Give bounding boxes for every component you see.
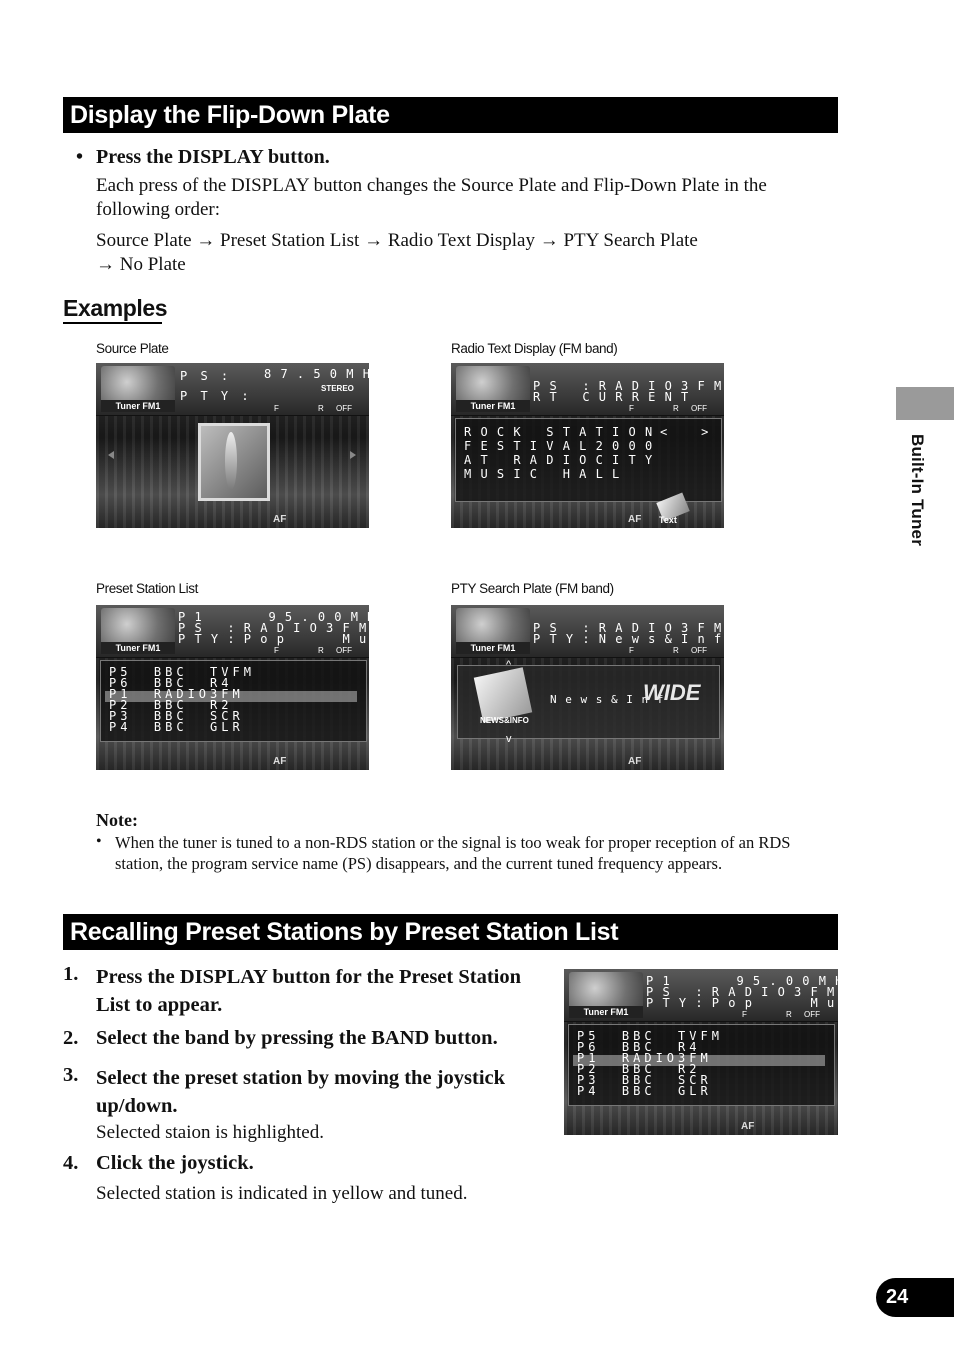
preset-freq-line: P 1 9 5 . 0 0 M H z — [178, 610, 392, 624]
wide-logo: WIDE — [643, 680, 701, 705]
step-number: 2. — [63, 1027, 79, 1049]
preset-item: P6 BBC R4 — [109, 676, 233, 690]
radio-text-panel — [455, 418, 722, 502]
logo-band-label: Tuner FM1 — [101, 400, 175, 412]
step-press-display: Press the DISPLAY button. — [96, 146, 330, 168]
news-info-caption: NEWS&INFO — [480, 716, 529, 725]
preset-item: P4 BBC GLR — [109, 720, 244, 734]
pty-line: P T Y : N e w s & I n f — [533, 632, 723, 646]
step-3-text: Select the preset station by moving the joystick up/down. — [96, 1067, 506, 1117]
af-indicator: AF — [273, 514, 287, 525]
pty-line: P T Y : P o p M u s — [646, 996, 852, 1010]
page-number: 24 — [876, 1278, 954, 1317]
r-indicator: R — [318, 404, 324, 413]
scroll-arrows: < > — [660, 425, 710, 439]
af-indicator: AF — [273, 756, 287, 767]
preset-item: P2 BBC R2 — [109, 698, 233, 712]
caption-pty-search: PTY Search Plate (FM band) — [451, 581, 614, 596]
off-indicator: OFF — [336, 404, 352, 413]
ps-line: P S : — [180, 369, 232, 383]
text-badge: Text — [659, 515, 677, 525]
note-text: When the tuner is tuned to a non-RDS station or the signal is too weak for proper reception of an RDS station, the program service name (PS) disappears, and the current tuned frequency appears. — [115, 833, 791, 873]
examples-heading: Examples — [63, 295, 168, 321]
side-tab-label: Built-In Tuner — [908, 434, 927, 547]
f-indicator: F — [274, 646, 279, 655]
preset-list-panel — [568, 1024, 835, 1106]
f-indicator: F — [629, 646, 634, 655]
r-indicator: R — [673, 404, 679, 413]
screen-header — [564, 969, 860, 1022]
r-indicator: R — [786, 1010, 792, 1019]
note-label: Note: — [96, 810, 138, 830]
off-indicator: OFF — [804, 1010, 820, 1019]
section-title-recalling: Recalling Preset Stations by Preset Station List — [63, 914, 838, 950]
step-3-detail: Selected staion is highlighted. — [96, 1122, 324, 1143]
newspaper-icon — [474, 667, 532, 722]
stereo-indicator: STEREO — [321, 384, 354, 393]
preset-item-selected: P1 RADIO3FM — [577, 1051, 712, 1065]
side-tab-marker — [896, 387, 954, 420]
rt-line: R T C U R R E N T — [533, 390, 690, 404]
down-arrow-icon: v — [506, 733, 512, 745]
ps-line: P S : R A D I O 3 F M — [533, 621, 723, 635]
pty-panel — [457, 665, 720, 739]
screen-header — [451, 363, 724, 416]
pty-genre: N e w s & I n f — [550, 693, 665, 706]
step-4-text: Click the joystick. — [96, 1152, 254, 1174]
right-arrow-icon — [350, 451, 356, 459]
af-indicator: AF — [628, 756, 642, 767]
screen-header — [96, 363, 388, 416]
f-indicator: F — [629, 404, 634, 413]
f-indicator: F — [274, 404, 279, 413]
left-arrow-icon — [108, 451, 114, 459]
step-2-text: Select the band by pressing the BAND button. — [96, 1027, 498, 1049]
preset-item-selected: P1 RADIO3FM — [109, 687, 244, 701]
pty-line: P T Y : — [180, 389, 252, 403]
step-1-text: Press the DISPLAY button for the Preset Station List to appear. — [96, 966, 521, 1016]
af-indicator: AF — [741, 1121, 755, 1132]
tuner-logo-icon — [569, 972, 643, 1018]
off-indicator: OFF — [336, 646, 352, 655]
logo-band-label: Tuner FM1 — [101, 642, 175, 654]
caption-preset-list: Preset Station List — [96, 581, 198, 596]
pty-line: P T Y : P o p M u s — [178, 632, 384, 646]
order-line-2: → No Plate — [96, 254, 186, 275]
tuner-logo-icon — [101, 608, 175, 654]
logo-band-label: Tuner FM1 — [569, 1006, 643, 1018]
screen-pty-search — [451, 605, 724, 770]
r-indicator: R — [673, 646, 679, 655]
off-indicator: OFF — [691, 646, 707, 655]
ps-line: P S : R A D I O 3 F M — [178, 621, 368, 635]
section1-body: Each press of the DISPLAY button changes the Source Plate and Flip-Down Plate in the following order: — [96, 175, 767, 220]
preset-item: P5 BBC TVFM — [577, 1029, 723, 1043]
f-indicator: F — [742, 1010, 747, 1019]
screen-preset-list — [96, 605, 392, 770]
bullet: • — [76, 146, 84, 168]
note-bullet: • — [96, 833, 102, 850]
preset-item: P6 BBC R4 — [577, 1040, 701, 1054]
screen-header — [451, 605, 724, 658]
radio-text-line: A T R A D I O C I T Y — [464, 453, 654, 467]
preset-item: P3 BBC SCR — [577, 1073, 712, 1087]
preset-item: P2 BBC R2 — [577, 1062, 701, 1076]
preset-item: P5 BBC TVFM — [109, 665, 255, 679]
af-indicator: AF — [628, 514, 642, 525]
tuner-logo-icon — [456, 608, 530, 654]
step-number: 1. — [63, 963, 79, 985]
radio-text-line: F E S T I V A L 2 0 0 0 — [464, 439, 654, 453]
freq-readout: 8 7 . 5 0 M H z — [264, 367, 388, 381]
preset-item: P3 BBC SCR — [109, 709, 244, 723]
screen-source-plate — [96, 363, 388, 528]
screen-preset-list-recall — [564, 969, 860, 1135]
preset-item: P4 BBC GLR — [577, 1084, 712, 1098]
ps-line: P S : R A D I O 3 F M — [646, 985, 836, 999]
step-4-detail: Selected station is indicated in yellow and tuned. — [96, 1183, 468, 1204]
section-title-flip-down: Display the Flip-Down Plate — [63, 97, 838, 133]
screen-radio-text — [451, 363, 724, 528]
order-line-1: Source Plate → Preset Station List → Radio Text Display → PTY Search Plate — [96, 230, 698, 251]
radio-text-line: M U S I C H A L L — [464, 467, 621, 481]
album-art-icon — [198, 423, 270, 501]
caption-radio-text: Radio Text Display (FM band) — [451, 341, 618, 356]
tuner-logo-icon — [456, 366, 530, 412]
step-number: 3. — [63, 1064, 79, 1086]
step-number: 4. — [63, 1152, 79, 1174]
logo-band-label: Tuner FM1 — [456, 642, 530, 654]
screen-header — [96, 605, 392, 658]
ps-line: P S : R A D I O 3 F M — [533, 379, 723, 393]
off-indicator: OFF — [691, 404, 707, 413]
figure-shape-icon — [225, 432, 237, 490]
radio-text-line: R O C K S T A T I O N — [464, 425, 654, 439]
tuner-logo-icon — [101, 366, 175, 412]
preset-list-panel — [100, 660, 367, 742]
logo-band-label: Tuner FM1 — [456, 400, 530, 412]
r-indicator: R — [318, 646, 324, 655]
examples-underline — [63, 322, 162, 324]
caption-source-plate: Source Plate — [96, 341, 169, 356]
preset-freq-line: P 1 9 5 . 0 0 M H z — [646, 974, 860, 988]
